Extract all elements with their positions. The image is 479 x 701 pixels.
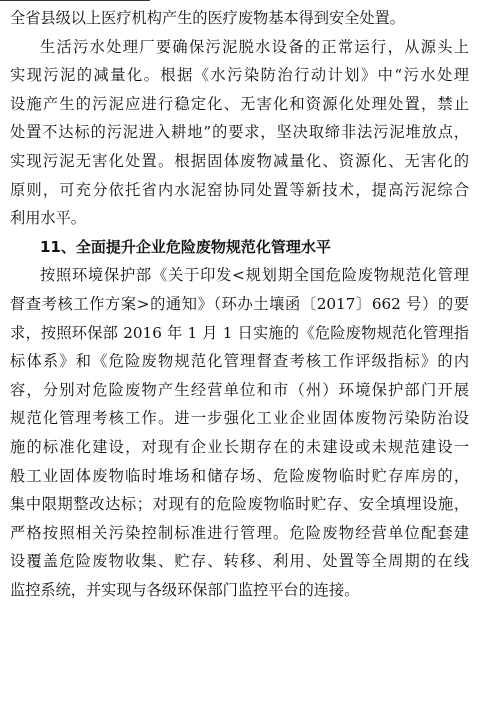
top-rule: [0, 0, 150, 1]
text-line: 设覆盖危险废物收集、贮存、转移、利用、处置等全周期的在线: [10, 552, 469, 571]
text-line: 规范化管理考核工作。进一步强化工业企业固体废物污染防治设: [10, 409, 469, 428]
text-line: 求，按照环保部 2016 年 1 月 1 日实施的《危险废物规范化管理指: [10, 323, 469, 342]
text-line: 原则，可充分依托省内水泥窑协同处置等新技术，提高污泥综合: [10, 180, 469, 199]
text-line: 按照环境保护部《关于印发<规划期全国危险废物规范化管理: [40, 266, 469, 285]
text-line: 般工业固体废物临时堆场和储存场、危险废物临时贮存库房的，: [10, 466, 469, 485]
text-line: 容，分别对危险废物产生经营单位和市（州）环境保护部门开展: [10, 380, 469, 399]
text-line: 标体系》和《危险废物规范化管理督查考核工作评级指标》的内: [10, 352, 469, 371]
document-page: [10, 4, 469, 604]
text-line: 施的标准化建设，对现有企业长期存在的未建设或未规范建设一: [10, 437, 469, 456]
paragraph-hazardous-waste: [10, 261, 469, 604]
text-line: 实现污泥无害化处置。根据固体废物减量化、资源化、无害化的: [10, 151, 469, 170]
text-line: 督查考核工作方案>的通知》（环办土壤函〔2017〕662 号）的要: [10, 294, 469, 313]
paragraph-sludge: [10, 33, 469, 233]
text-line: 集中限期整改达标；对现有的危险废物临时贮存、安全填埋设施，: [10, 495, 469, 514]
text-line: 全省县级以上医疗机构产生的医疗废物基本得到安全处置。: [10, 9, 405, 27]
text-line: 监控系统，并实现与各级环保部门监控平台的连接。: [10, 580, 360, 599]
text-line: 处置不达标的污泥进入耕地”的要求，坚决取缔非法污泥堆放点，: [10, 123, 469, 142]
section-heading: 11、全面提升企业危险废物规范化管理水平: [40, 237, 331, 256]
text-line: 实现污泥的减量化。根据《水污染防治行动计划》中“污水处理: [10, 66, 469, 85]
paragraph-continuation: [10, 4, 469, 33]
text-line: 设施产生的污泥应进行稳定化、无害化和资源化处理处置，禁止: [10, 94, 469, 113]
text-line: 利用水平。: [10, 209, 86, 228]
text-line: 生活污水处理厂要确保污泥脱水设备的正常运行，从源头上: [40, 37, 469, 56]
section-heading-block: [10, 233, 469, 262]
text-line: 严格按照相关污染控制标准进行管理。危险废物经营单位配套建: [10, 523, 469, 542]
